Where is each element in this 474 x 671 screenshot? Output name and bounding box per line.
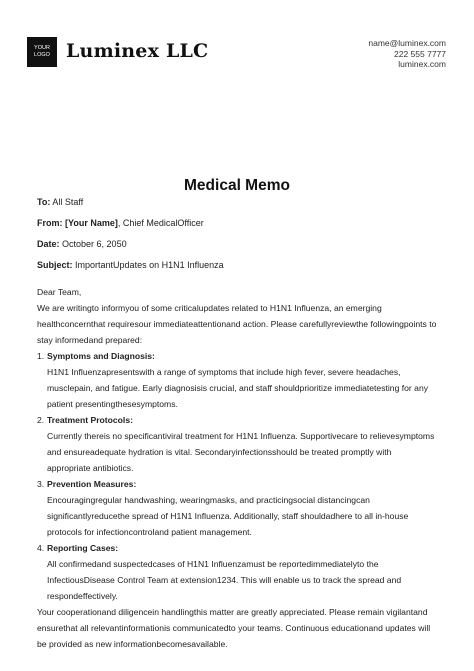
logo-line-1: YOUR — [34, 45, 50, 51]
from-name: [Your Name] — [65, 218, 118, 228]
item-heading: Prevention Measures: — [47, 479, 137, 489]
contact-phone: 222 555 7777 — [394, 48, 446, 59]
list-item — [37, 540, 437, 604]
contact-website: luminex.com — [398, 59, 446, 69]
date-value: October 6, 2050 — [62, 239, 127, 249]
item-heading: Symptoms and Diagnosis: — [47, 351, 155, 361]
from-role: , Chief MedicalOfficer — [117, 218, 204, 228]
memo-body — [37, 284, 437, 652]
list-item — [37, 476, 437, 540]
memo-date — [37, 239, 127, 249]
to-value: All Staff — [52, 197, 84, 207]
greeting: Dear Team, — [37, 287, 82, 297]
memo-subject — [37, 260, 224, 270]
subject-value: ImportantUpdates on H1N1 Influenza — [75, 260, 224, 270]
company-logo — [27, 37, 57, 67]
intro-paragraph: We are writingto informyou of some criticalupdates related to H1N1 Influenza, an emerging healthconcernthat requiresour immediateattentionand action. Please carefullyreviewthe followingpoints to stay informedand prepared: — [37, 303, 437, 345]
item-text: All confirmedand suspectedcases of H1N1 Influenzamust be reportedimmediatelyto the InfectiousDisease Control Team at extension1234. This will enable us to track the spread and respondeffectively. — [47, 559, 402, 601]
item-heading: Reporting Cases: — [47, 543, 119, 553]
contact-email: name@luminex.com — [368, 38, 446, 48]
item-text: Currently thereis no specificantiviral treatment for H1N1 Influenza. Supportivecare to relievesymptoms and ensureadequate hydration is vital. Secondaryinfectionsshould be treated promptly with appropriate antibiotics. — [47, 431, 435, 473]
item-text: Encouragingregular handwashing, wearingmasks, and practicingsocial distancingcan significantlyreducethe spread of H1N1 Influenza. Additionally, staff shouldadhere to all in-house protocols for infectioncontroland patient management. — [47, 495, 409, 537]
logo-line-2: LOGO — [34, 52, 50, 58]
company-name: Luminex LLC — [66, 40, 209, 62]
closing-paragraph: Your cooperationand diligencein handlingthis matter are greatly appreciated. Please remain vigilantand ensurethat all relevantinformationis communicatedto your teams. Continuous educationand updates will be provided as new informationbecomesavailable. — [37, 607, 431, 649]
item-heading: Treatment Protocols: — [47, 415, 133, 425]
item-number: 3. — [37, 479, 45, 489]
subject-label: Subject: — [37, 260, 73, 270]
contact-block — [368, 38, 446, 70]
from-label: From: — [37, 218, 63, 228]
item-number: 2. — [37, 415, 45, 425]
item-text: H1N1 Influenzapresentswith a range of symptoms that include high fever, severe headaches, musclepain, and fatigue. Early diagnosisis crucial, and staff shouldprioritize immediatetesting for any patient presentingthesesymptoms. — [47, 367, 429, 409]
list-item — [37, 412, 437, 476]
memo-title: Medical Memo — [184, 177, 290, 194]
item-number: 4. — [37, 543, 45, 553]
memo-to — [37, 197, 83, 207]
memo-from — [37, 218, 204, 228]
to-label: To: — [37, 197, 51, 207]
points-list — [37, 348, 437, 604]
item-number: 1. — [37, 351, 45, 361]
date-label: Date: — [37, 239, 60, 249]
list-item — [37, 348, 437, 412]
